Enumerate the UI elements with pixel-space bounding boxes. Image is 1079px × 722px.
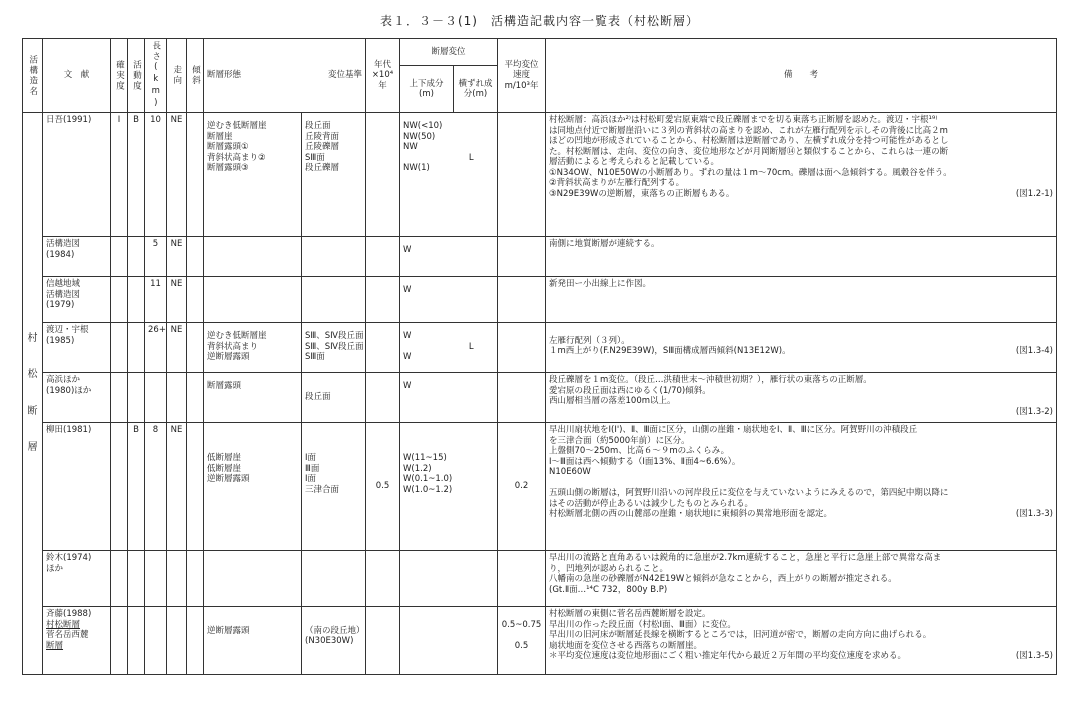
vertical xyxy=(403,121,449,174)
header-displacement: 断層変位 xyxy=(400,39,498,66)
remarks-line xyxy=(549,189,1053,200)
morphology-line: 低断層崖 xyxy=(207,463,242,474)
vertical-line: NW(50) xyxy=(403,131,436,142)
fault-name-char: 松 xyxy=(27,369,38,380)
rate-cell xyxy=(498,113,546,237)
remarks xyxy=(549,279,1053,290)
literature xyxy=(46,609,107,651)
literature xyxy=(46,115,107,126)
length-cell xyxy=(145,373,167,423)
morphology-cell xyxy=(204,551,302,607)
reference xyxy=(305,615,365,647)
remarks-line: ②背斜状高まりが左雁行配列する。 xyxy=(549,178,685,188)
rate-line: 0.5 xyxy=(514,640,529,651)
vertical-line xyxy=(403,153,449,164)
remarks-line: 層活動によると考えられると記載している。 xyxy=(549,157,720,167)
reference-line xyxy=(305,381,362,392)
certainty-cell xyxy=(111,551,128,607)
reference-cell xyxy=(302,607,366,675)
dip-cell xyxy=(187,323,204,373)
remarks-line: 愛宕原の段丘面は西にゆるく(1/70)傾斜。 xyxy=(549,385,711,396)
literature-line: 村松断層 xyxy=(46,619,81,630)
remarks-line: 上盤側70～250m、比高６～９mのふくらみ。 xyxy=(549,446,730,456)
remarks-line: 五頭山側の断層は，阿賀野川沿いの河岸段丘に変位を与えていないようにみえるので，第四紀中期以降に xyxy=(549,488,949,498)
morphology-line: 断層露頭① xyxy=(207,142,249,152)
header-activity: 活動度 xyxy=(128,39,145,113)
lateral-line xyxy=(449,352,495,363)
remarks xyxy=(549,609,1053,662)
rate-line xyxy=(501,609,542,620)
displacement-cell xyxy=(400,607,498,675)
rate xyxy=(501,609,542,651)
lateral xyxy=(449,121,495,174)
displacement-values xyxy=(403,285,494,296)
age-cell xyxy=(366,607,400,675)
reference-cell xyxy=(302,277,366,323)
remarks-line: 南側に地質断層が連続する。 xyxy=(549,239,660,249)
lateral xyxy=(449,285,495,296)
table-row xyxy=(23,423,1057,551)
literature-line: 日吾(1991) xyxy=(46,115,92,125)
rate-cell: 0.2 xyxy=(498,423,546,551)
vertical-line: NW xyxy=(403,142,418,152)
length-cell: 26+ xyxy=(145,323,167,373)
lateral xyxy=(449,381,495,392)
reference-cell xyxy=(302,237,366,277)
remarks-line: 左雁行配列（３列）。 xyxy=(549,335,630,346)
literature-line: 鈴木(1974) xyxy=(46,553,92,563)
rate-line xyxy=(501,630,542,641)
header-strike: 走向 xyxy=(167,39,187,113)
vertical-line: W xyxy=(403,285,412,295)
rate-cell xyxy=(498,277,546,323)
lateral-line xyxy=(449,331,495,342)
reference-line: 丘陵礫層 xyxy=(305,142,340,152)
length-cell: 5 xyxy=(145,237,167,277)
fault-name-cell xyxy=(23,113,43,675)
reference-line xyxy=(305,615,362,626)
table-row xyxy=(23,277,1057,323)
vertical xyxy=(403,381,449,392)
literature xyxy=(46,553,107,574)
reference-line: SⅢ面 xyxy=(305,352,325,362)
strike-cell xyxy=(167,607,187,675)
reference-cell xyxy=(302,113,366,237)
remarks xyxy=(549,325,1053,357)
reference-cell xyxy=(302,423,366,551)
remarks-line: ①N34OW、N10E50Wの小断層あり。ずれの量は１m～70cm。礫層は面へ急傾斜する。風穀谷を伴う。 xyxy=(549,167,952,178)
literature-line: (1984) xyxy=(46,249,75,260)
morphology-line: 逆むき低断層崖 xyxy=(207,121,267,131)
remarks-cell xyxy=(546,323,1057,373)
remarks-line: 早出川の流路と直角あるいは鋭角的に急崖が2.7km連続すること，急崖と平行に急崖上部で異常な高ま xyxy=(549,553,942,563)
certainty-cell xyxy=(111,373,128,423)
length-cell: 10 xyxy=(145,113,167,237)
remarks-cell xyxy=(546,551,1057,607)
rate-cell xyxy=(498,373,546,423)
remarks-line: は同地点付近で断層崖沿いに３列の背斜状の高まりを認め、これが左雁行配列を示しその背後に比高２m xyxy=(549,125,948,136)
vertical-line: W(1.0~1.2) xyxy=(403,484,453,495)
header-reference-label: 変位基準 xyxy=(327,70,362,81)
lateral-line xyxy=(449,132,495,143)
activity-cell: B xyxy=(128,113,145,237)
remarks-line: はその活動が停止あるいは減少したものとみられる。 xyxy=(549,498,754,509)
dip-cell xyxy=(187,277,204,323)
literature-cell xyxy=(43,237,111,277)
remarks-cell xyxy=(546,423,1057,551)
dip-cell xyxy=(187,423,204,551)
fault-name-char: 村 xyxy=(27,332,38,344)
remarks-line: ほどの凹地が形成されていることから、村松断層は逆断層であり、左横ずれ成分を持つ可能性があるとし xyxy=(549,136,949,146)
morphology xyxy=(207,381,298,392)
activity-cell xyxy=(128,373,145,423)
activity-cell xyxy=(128,323,145,373)
literature-line: ほか xyxy=(46,563,64,574)
fault-name-char: 層 xyxy=(27,442,38,453)
length-cell xyxy=(145,607,167,675)
morphology-line: 逆断層露頭 xyxy=(207,474,250,484)
morphology-line: 背斜状高まり② xyxy=(207,152,266,163)
header-length: 長さ(km) xyxy=(145,39,167,113)
strike-cell xyxy=(167,373,187,423)
literature xyxy=(46,279,107,311)
morphology-line: 断層崖 xyxy=(207,131,233,142)
remarks xyxy=(549,553,1053,595)
remarks-line: 村松断層：高浜ほか²⁾は村松町愛宕原東端で段丘礫層までを切る東落ち正断層を認めた。渡辺・宇根¹⁹⁾ xyxy=(549,115,938,125)
remarks-line: り，凹地列が認められること。 xyxy=(549,563,669,574)
morphology-line xyxy=(207,615,298,626)
morphology xyxy=(207,121,298,174)
length-cell: 8 xyxy=(145,423,167,551)
strike-cell xyxy=(167,551,187,607)
lateral-line: L xyxy=(468,152,474,163)
remarks-line: を三津合面（約5000年前）に区分。 xyxy=(549,435,690,446)
morphology-line: 低断層崖 xyxy=(207,453,242,463)
morphology-cell xyxy=(204,237,302,277)
remarks-line: Ⅰ～Ⅲ面は西へ傾動する（Ⅰ面13%、Ⅱ面4~6.6%）。 xyxy=(549,456,741,467)
remarks-text: ＊平均変位速度は変位地形面にごく粗い推定年代から最近２万年間の平均変位速度を求める。 xyxy=(549,651,907,661)
reference-cell xyxy=(302,323,366,373)
vertical-line: W xyxy=(403,331,412,341)
age-cell xyxy=(366,373,400,423)
remarks-line: 早出川扇状地をⅠ(Ⅰ')、Ⅱ、Ⅲ面に区分，山側の崖錐・扇状地をⅠ、Ⅱ、Ⅲに区分。阿賀野川の沖積段丘 xyxy=(549,425,918,435)
header-vertical: 上下成分(m) xyxy=(400,66,454,113)
figure-reference: (図1.3-4) xyxy=(1015,346,1054,356)
header-literature: 文 献 xyxy=(43,39,111,113)
remarks-line: N10E60W xyxy=(549,467,591,477)
remarks-line: 早出川の作った段丘面（村松Ⅰ面、Ⅲ面）に変位。 xyxy=(549,619,736,630)
figure-reference: (図1.3-3) xyxy=(1015,509,1054,519)
rate-cell xyxy=(498,237,546,277)
activity-cell xyxy=(128,551,145,607)
literature-line: 菅名岳西麓 xyxy=(46,630,89,640)
morphology-line: 背斜状高まり xyxy=(207,341,259,352)
literature xyxy=(46,239,107,260)
literature-cell xyxy=(43,277,111,323)
strike-cell: NE xyxy=(167,113,187,237)
remarks-cell xyxy=(546,373,1057,423)
dip-cell xyxy=(187,113,204,237)
vertical-line: NW(1) xyxy=(403,163,430,173)
lateral xyxy=(449,331,495,363)
remarks-line: 西山層相当層の落差100m以上。 xyxy=(549,396,676,406)
displacement-cell xyxy=(400,277,498,323)
literature-line: (1979) xyxy=(46,300,75,310)
table-row xyxy=(23,113,1057,237)
length-cell xyxy=(145,551,167,607)
remarks-line: 村松断層の東側に菅名岳西麓断層を設定。 xyxy=(549,609,711,619)
strike-cell: NE xyxy=(167,237,187,277)
lateral-line: L xyxy=(468,341,474,352)
reference xyxy=(305,331,362,363)
remarks-cell xyxy=(546,607,1057,675)
dip-cell xyxy=(187,607,204,675)
dip-cell xyxy=(187,237,204,277)
displacement-values xyxy=(403,453,494,495)
reference-line: （南の段丘地） xyxy=(305,625,365,636)
morphology-line: 逆むき低断層崖 xyxy=(207,331,267,341)
remarks-line: 段丘礫層を１m変位。（段丘…洪積世末～沖積世初期？），雁行状の東落ちの正断層。 xyxy=(549,375,872,385)
remarks-text: 村松断層北側の西の山麓部の崖錐・扇状地Ⅰに東傾斜の異常地形面を認定。 xyxy=(549,509,833,519)
literature-line: 活構造図 xyxy=(46,239,81,249)
certainty-cell xyxy=(111,423,128,551)
dip-cell xyxy=(187,551,204,607)
fault-records-table xyxy=(22,38,1057,675)
literature xyxy=(46,325,107,346)
remarks-line: 早出川の旧河床が断層延長線を横断するところでは，旧河道が密で，断層の走向方向に曲げられる。 xyxy=(549,630,932,640)
literature-line: 高浜ほか xyxy=(46,375,81,385)
remarks-line xyxy=(549,478,1053,489)
literature-line: 斉藤(1988) xyxy=(46,609,92,619)
remarks-cell xyxy=(546,237,1057,277)
table-row xyxy=(23,373,1057,423)
fault-name-char: 断 xyxy=(27,405,38,417)
age-cell xyxy=(366,277,400,323)
remarks-line: 新発田ー小出線上に作図。 xyxy=(549,279,652,289)
reference-line: SⅢ面 xyxy=(305,152,325,163)
certainty-cell xyxy=(111,237,128,277)
morphology-cell xyxy=(204,277,302,323)
reference-line: SⅢ、SⅣ段丘面 xyxy=(305,331,364,341)
remarks xyxy=(549,375,1053,407)
remarks-line: た。村松断層は、走向、変位の向き、変位地形などが月岡断層⑭と類似することから、これらは一連の断 xyxy=(549,146,949,157)
rate-cell xyxy=(498,551,546,607)
lateral-line xyxy=(449,163,495,174)
displacement-cell xyxy=(400,423,498,551)
activity-cell: B xyxy=(128,423,145,551)
reference xyxy=(305,453,362,495)
morphology-line: 断層露頭 xyxy=(207,381,242,391)
figure-reference: (図1.3-5) xyxy=(1015,651,1054,661)
rate-line: 0.5~0.75 xyxy=(501,619,542,630)
age-cell xyxy=(366,113,400,237)
age-cell xyxy=(366,323,400,373)
literature-cell xyxy=(43,373,111,423)
table-row xyxy=(23,551,1057,607)
literature-line: 断層 xyxy=(46,640,64,651)
activity-cell xyxy=(128,607,145,675)
remarks-line xyxy=(549,509,1053,520)
table-row xyxy=(23,237,1057,277)
reference-line: Ⅲ面 xyxy=(305,463,320,474)
displacement-cell xyxy=(400,373,498,423)
morphology xyxy=(207,453,298,485)
vertical-line xyxy=(403,342,449,353)
reference-line: 丘陵背面 xyxy=(305,131,340,142)
remarks-line: 八幡南の急崖の砂礫層がN42E19Wと傾斜が急なことから，西上がりの断層が推定される。 xyxy=(549,574,897,584)
reference xyxy=(305,121,362,174)
vertical xyxy=(403,331,449,363)
reference-line: 三津合面 xyxy=(305,484,340,495)
remarks xyxy=(549,115,1053,199)
header-dip: 傾斜 xyxy=(187,39,204,113)
header-remarks: 備 考 xyxy=(546,39,1057,113)
vertical-line: W(0.1~1.0) xyxy=(403,474,453,484)
vertical-line: W xyxy=(403,352,412,362)
displacement-values xyxy=(403,121,494,174)
header-morphology xyxy=(204,39,366,113)
literature-line: (1980)ほか xyxy=(46,385,92,396)
lateral xyxy=(449,453,495,495)
header-fault-name: 活構造名 xyxy=(23,39,43,113)
displacement-cell xyxy=(400,113,498,237)
reference-line: 段丘面 xyxy=(305,391,331,402)
reference-line: (N30E30W) xyxy=(305,636,354,646)
strike-cell: NE xyxy=(167,423,187,551)
certainty-cell xyxy=(111,607,128,675)
remarks-line xyxy=(549,651,1053,662)
morphology-cell xyxy=(204,113,302,237)
morphology-cell xyxy=(204,323,302,373)
literature-cell xyxy=(43,551,111,607)
rate-cell xyxy=(498,323,546,373)
header-age: 年代 ×10⁴年 xyxy=(366,39,400,113)
literature-line: 柳田(1981) xyxy=(46,425,92,435)
literature-line: 渡辺・宇根 xyxy=(46,325,89,335)
displacement-cell xyxy=(400,551,498,607)
header-certainty: 確実度 xyxy=(111,39,128,113)
lateral xyxy=(449,245,495,256)
remarks-text: １m西上がり(F.N29E39W)，SⅢ面構成層西傾斜(N13E12W)。 xyxy=(549,346,791,356)
table-row xyxy=(23,323,1057,373)
remarks xyxy=(549,425,1053,520)
header-lateral: 横ずれ成分(m) xyxy=(454,66,498,113)
displacement-cell xyxy=(400,237,498,277)
literature-line: 信越地域 xyxy=(46,279,81,289)
remarks-cell xyxy=(546,277,1057,323)
reference-cell xyxy=(302,551,366,607)
lateral-line xyxy=(449,121,495,132)
table-title: 表１．３－３(1) 活構造記載内容一覧表（村松断層） xyxy=(379,14,699,28)
reference xyxy=(305,381,362,402)
vertical xyxy=(403,453,453,495)
displacement-values xyxy=(403,245,494,256)
reference-line: Ⅰ面 xyxy=(305,474,317,484)
remarks-line xyxy=(549,325,1053,336)
certainty-cell: Ⅰ xyxy=(111,113,128,237)
rate-cell xyxy=(498,607,546,675)
morphology xyxy=(207,615,298,636)
literature-line: (1985) xyxy=(46,335,75,346)
vertical-line: NW(<10) xyxy=(403,121,443,131)
length-cell: 11 xyxy=(145,277,167,323)
reference-line: SⅢ、SⅣ段丘面 xyxy=(305,341,364,352)
header-morphology-label: 断層形態 xyxy=(207,70,242,81)
reference-cell xyxy=(302,373,366,423)
literature-cell xyxy=(43,607,111,675)
morphology-cell xyxy=(204,423,302,551)
literature-line: 活構造図 xyxy=(46,289,81,300)
displacement-values xyxy=(403,381,494,392)
literature-cell xyxy=(43,113,111,237)
remarks-line: (Gt.Ⅱ面…¹⁴C 732，800y B.P) xyxy=(549,584,668,595)
morphology-cell xyxy=(204,607,302,675)
header-avg-rate: 平均変位速度 m/10³年 xyxy=(498,39,546,113)
reference-line: 段丘礫層 xyxy=(305,163,340,173)
activity-cell xyxy=(128,237,145,277)
morphology-cell xyxy=(204,373,302,423)
morphology-line: 断層露頭③ xyxy=(207,163,249,173)
lateral-line xyxy=(449,142,495,153)
reference-line: Ⅰ面 xyxy=(305,453,317,463)
remarks-text: ③N29E39Wの逆断層，東落ちの正断層もある。 xyxy=(549,188,735,199)
morphology-line: 逆断層露頭 xyxy=(207,352,250,362)
displacement-values xyxy=(403,331,494,363)
activity-cell xyxy=(128,277,145,323)
remarks-line: 扇状地面を変位させる西落ちの断層崖。 xyxy=(549,640,703,651)
vertical-line: W(11~15) xyxy=(403,453,447,463)
literature xyxy=(46,425,107,436)
certainty-cell xyxy=(111,277,128,323)
literature-cell xyxy=(43,323,111,373)
table-row xyxy=(23,607,1057,675)
morphology xyxy=(207,331,298,363)
dip-cell xyxy=(187,373,204,423)
vertical-line: W xyxy=(403,381,412,391)
literature-cell xyxy=(43,423,111,551)
figure-reference: (図1.3-2) xyxy=(1015,406,1054,417)
remarks xyxy=(549,239,1053,250)
displacement-cell xyxy=(400,323,498,373)
age-cell xyxy=(366,237,400,277)
vertical-line: W(1.2) xyxy=(403,463,432,474)
certainty-cell xyxy=(111,323,128,373)
remarks-line xyxy=(549,346,1053,357)
age-cell xyxy=(366,551,400,607)
morphology-line: 逆断層露頭 xyxy=(207,625,250,636)
strike-cell: NE xyxy=(167,277,187,323)
literature xyxy=(46,375,107,396)
vertical xyxy=(403,285,449,296)
age-cell: 0.5 xyxy=(366,423,400,551)
vertical xyxy=(403,245,449,256)
figure-reference: (図1.2-1) xyxy=(1015,188,1054,199)
vertical-line: W xyxy=(403,245,412,255)
remarks-cell xyxy=(546,113,1057,237)
strike-cell: NE xyxy=(167,323,187,373)
reference-line: 段丘面 xyxy=(305,121,331,131)
